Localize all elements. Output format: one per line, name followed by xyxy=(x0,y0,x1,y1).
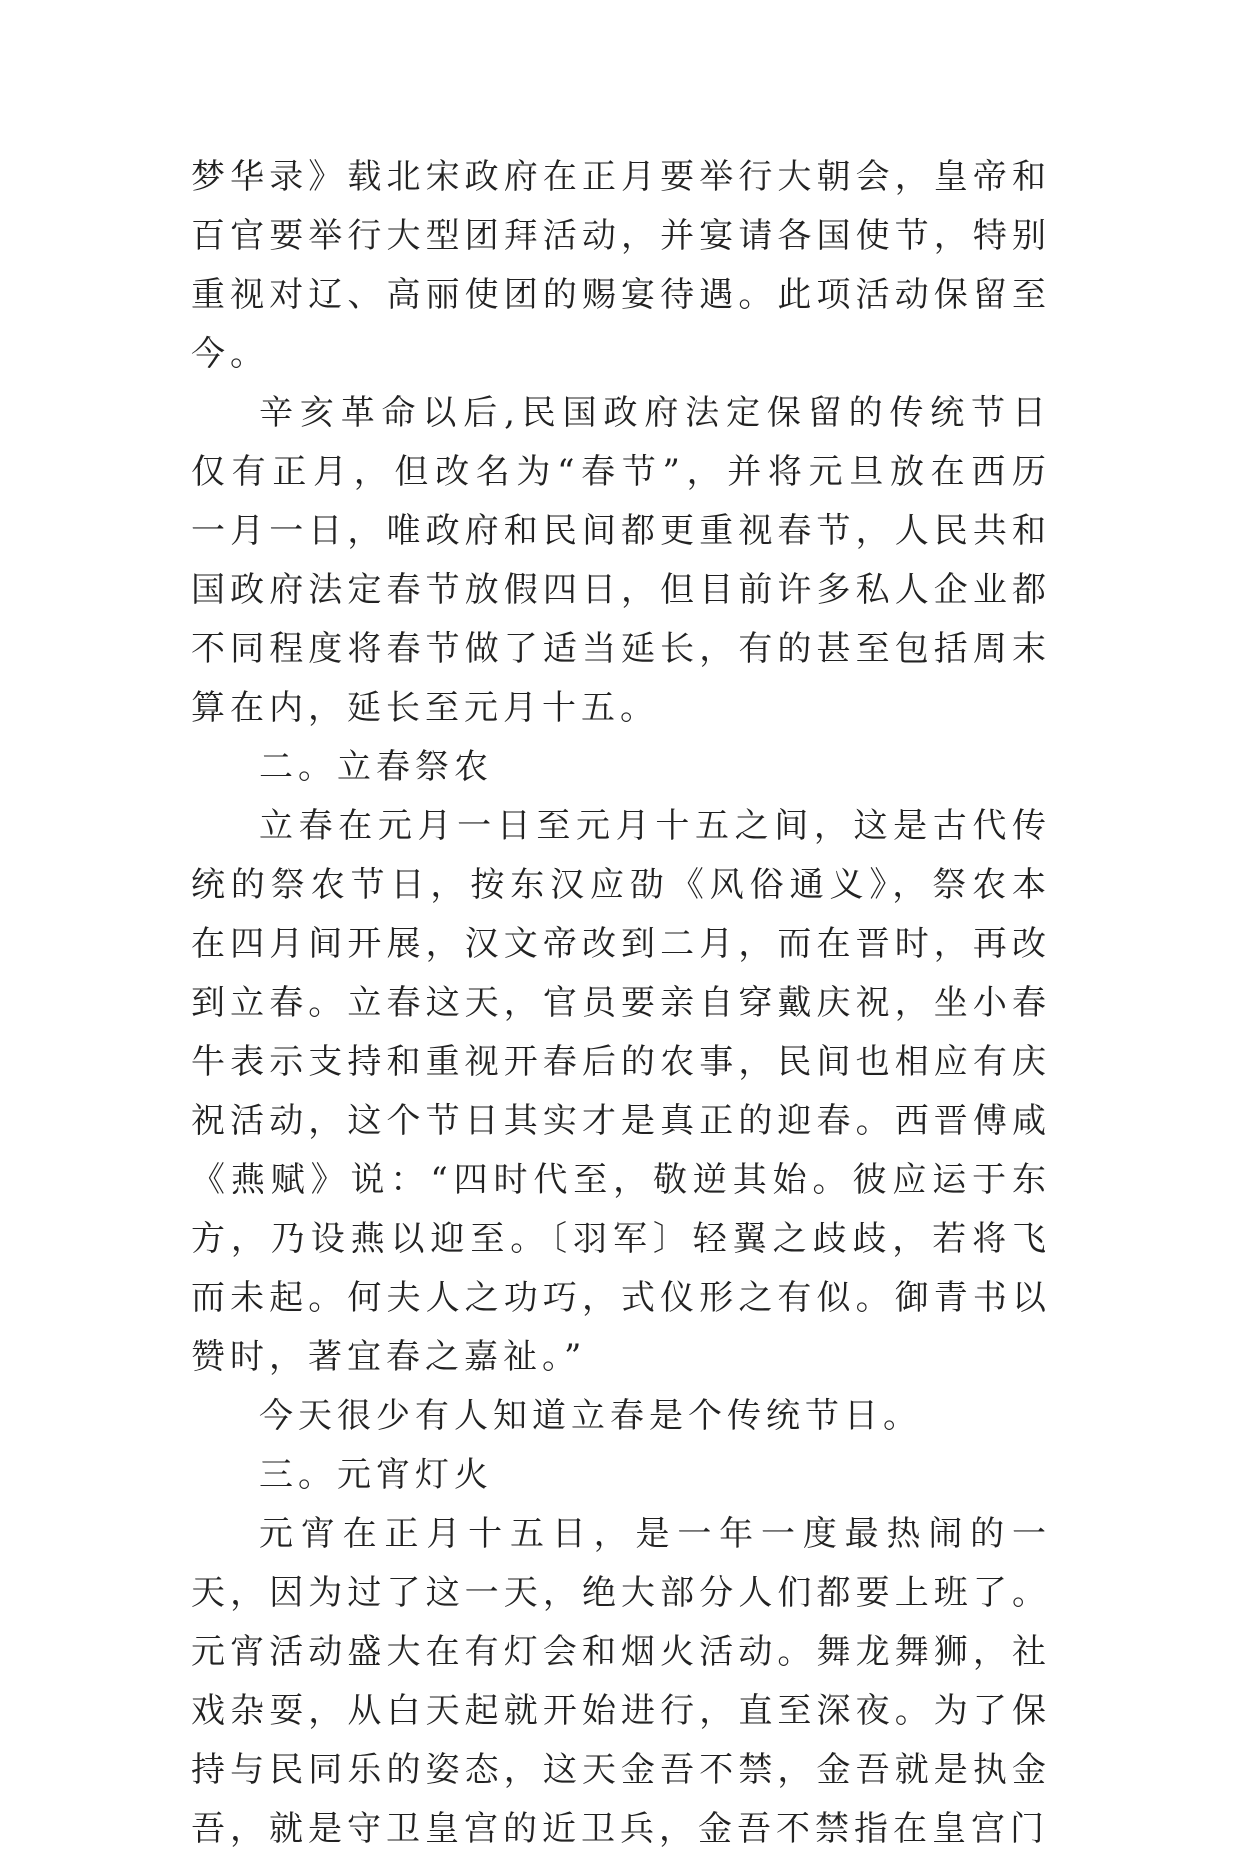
paragraph-yuanxiao: 元宵在正月十五日，是一年一度最热闹的一天，因为过了这一天，绝大部分人们都要上班了。元宵活动盛大在有灯会和烟火活动。舞龙舞狮，社戏杂耍，从白天起就开始进行，直至深夜。为了保持与民同乐的姿态，这天金吾不禁，金吾就是执金吾，就是守卫皇宫的近卫兵，金吾不禁指在皇宫门 xyxy=(191,1514,1051,1849)
paragraph-continuation: 梦华录》载北宋政府在正月要举行大朝会，皇帝和百官要举行大型团拜活动，并宴请各国使节，特别重视对辽、高丽使团的赐宴待遇。此项活动保留至今。 xyxy=(191,157,1051,374)
paragraph-lichun-today: 今天很少有人知道立春是个传统节日。 xyxy=(259,1396,922,1436)
section-heading-lichun: 二。立春祭农 xyxy=(259,747,493,787)
paragraph-lichun: 立春在元月一日至元月十五之间，这是古代传统的祭农节日，按东汉应劭《风俗通义》，祭农本在四月间开展，汉文帝改到二月，而在晋时，再改到立春。立春这天，官员要亲自穿戴庆祝，坐小春牛表示支持和重视开春后的农事，民间也相应有庆祝活动，这个节日其实才是真正的迎春。西晋傅咸《燕赋》说：“四时代至，敬逆其始。彼应运于东方，乃设燕以迎至。〔羽军〕轻翼之歧歧，若将飞而未起。何夫人之功巧，式仪形之有似。御青书以赞时，著宜春之嘉祉。” xyxy=(191,806,1051,1377)
document-body xyxy=(191,148,1051,1859)
section-heading-yuanxiao: 三。元宵灯火 xyxy=(259,1455,493,1495)
paragraph-xinhai-revolution: 辛亥革命以后,民国政府法定保留的传统节日仅有正月，但改名为“春节”，并将元旦放在西历一月一日，唯政府和民间都更重视春节，人民共和国政府法定春节放假四日，但目前许多私人企业都不同程度将春节做了适当延长，有的甚至包括周末算在内，延长至元月十五。 xyxy=(191,393,1051,728)
